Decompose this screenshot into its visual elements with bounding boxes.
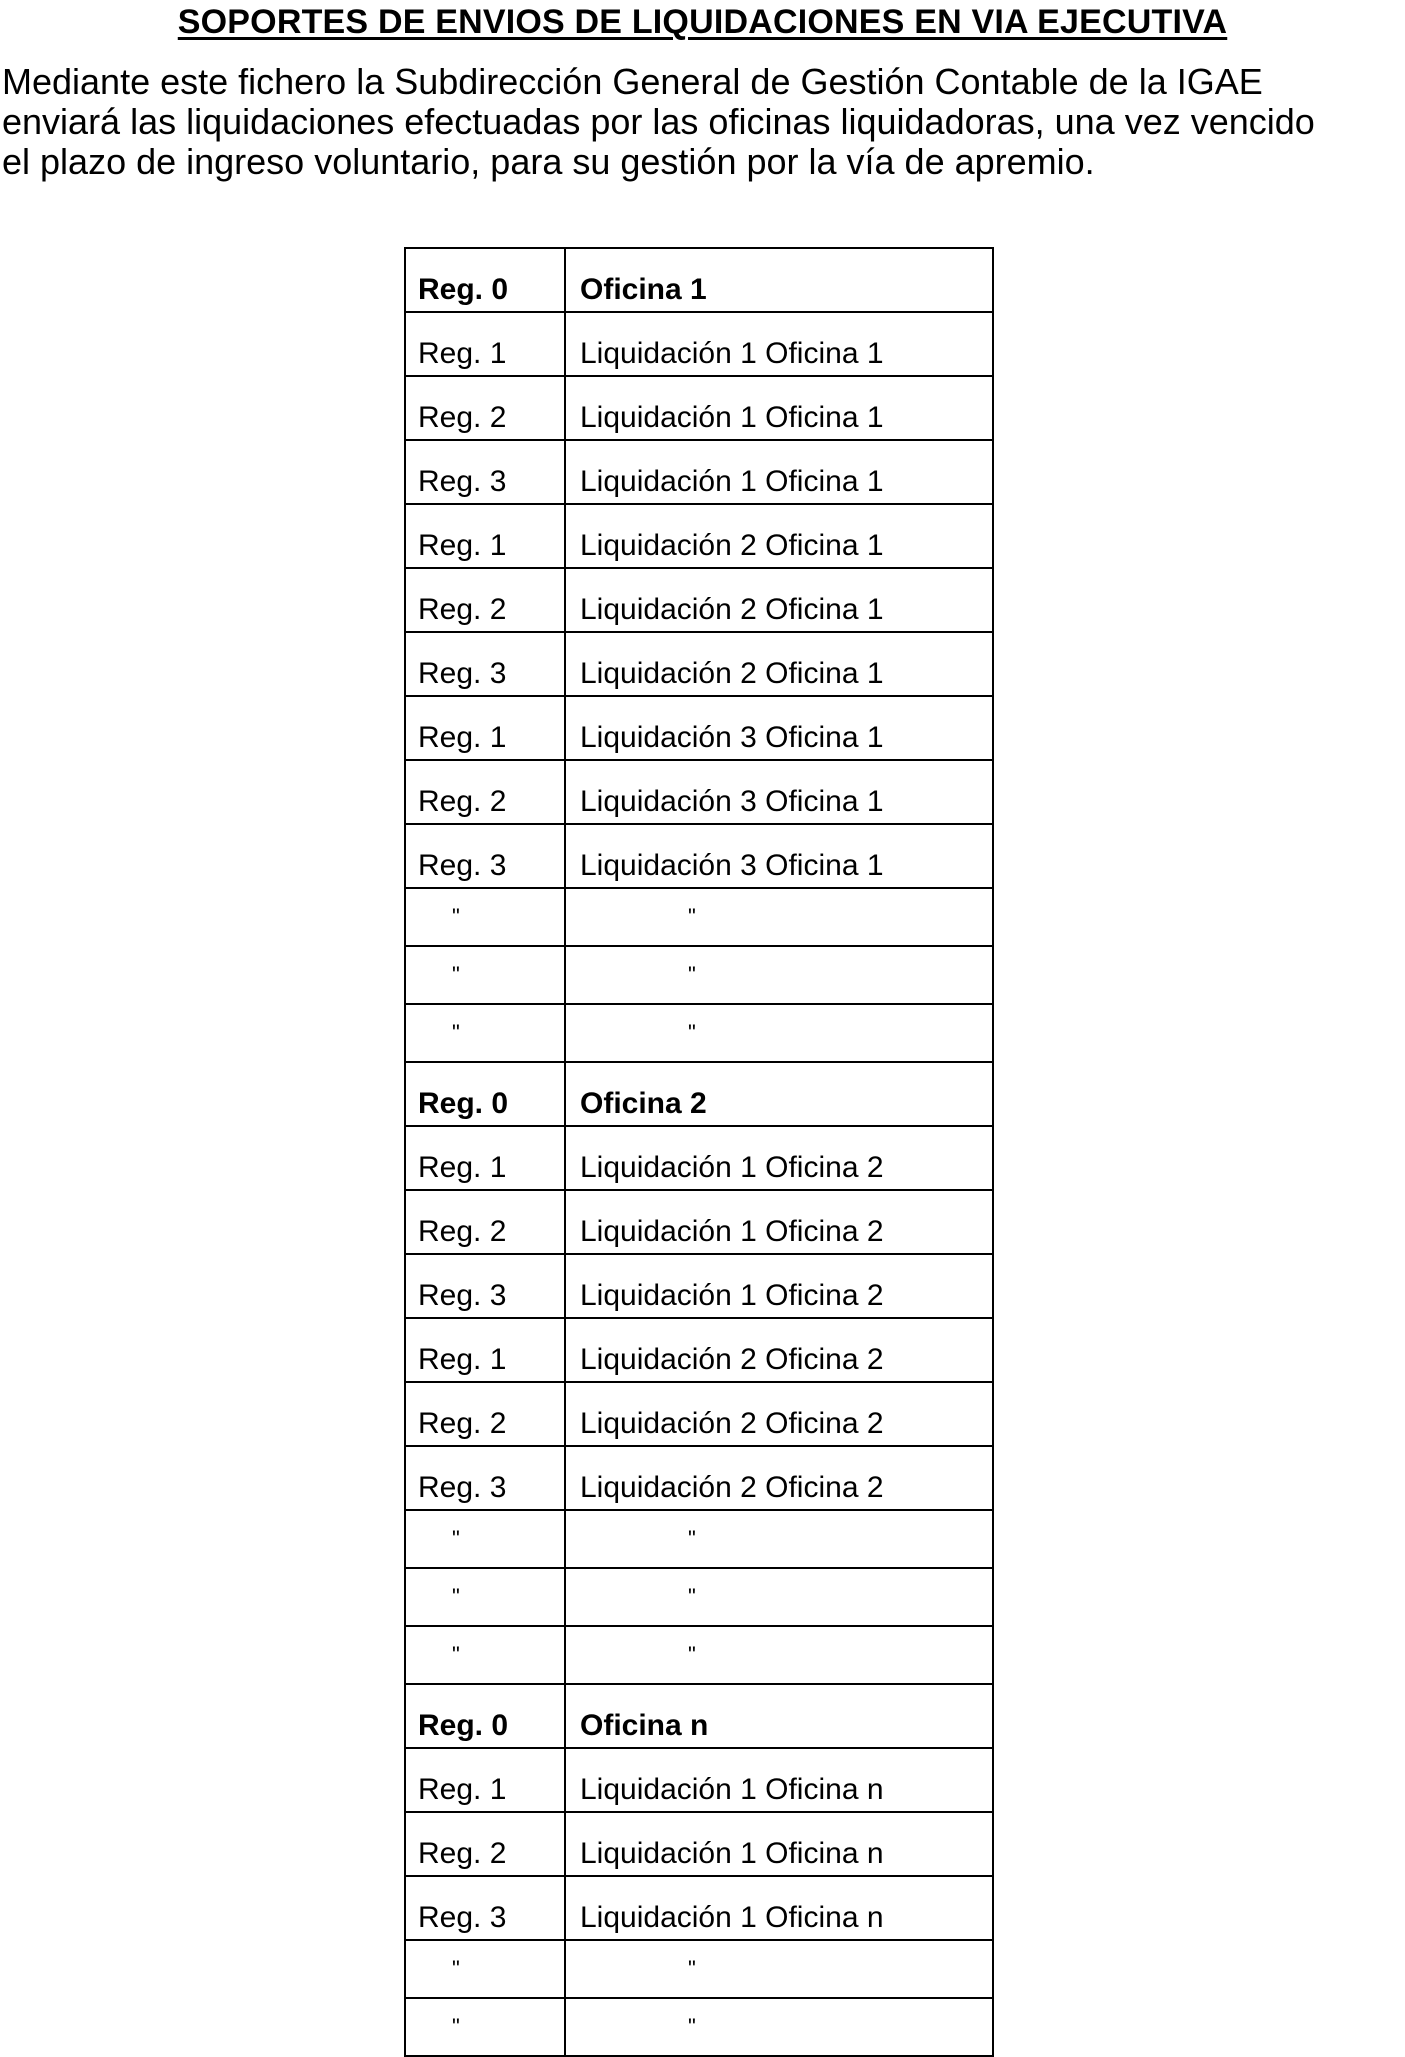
ditto-row [405,1998,993,2056]
record-type-cell: Reg. 0 [405,248,565,312]
record-type-cell: " [405,1940,565,1998]
record-description-cell: Liquidación 1 Oficina 2 [565,1126,993,1190]
record-description-cell: Oficina 1 [565,248,993,312]
record-description-cell: Liquidación 1 Oficina 1 [565,440,993,504]
record-description-cell: Liquidación 2 Oficina 2 [565,1446,993,1510]
table-row [405,1876,993,1940]
record-type-cell: Reg. 1 [405,1126,565,1190]
record-description-cell: " [565,1940,993,1998]
record-type-cell: Reg. 0 [405,1062,565,1126]
table-row [405,376,993,440]
record-description-cell: Oficina n [565,1684,993,1748]
record-description-cell: " [565,1568,993,1626]
record-description-cell: " [565,1998,993,2056]
record-type-cell: Reg. 1 [405,504,565,568]
record-type-cell: " [405,1568,565,1626]
record-type-cell: Reg. 2 [405,568,565,632]
record-type-cell: " [405,888,565,946]
ditto-row [405,1626,993,1684]
record-type-cell: Reg. 3 [405,440,565,504]
intro-line: el plazo de ingreso voluntario, para su gestión por la vía de apremio. [2,141,1095,182]
record-description-cell: Liquidación 2 Oficina 2 [565,1318,993,1382]
office-header-row [405,248,993,312]
intro-paragraph [2,62,1402,182]
records-table-body [405,248,993,2056]
record-type-cell: " [405,1626,565,1684]
record-type-cell: Reg. 2 [405,1382,565,1446]
table-row [405,1446,993,1510]
record-type-cell: Reg. 3 [405,1446,565,1510]
ditto-row [405,1510,993,1568]
table-row [405,824,993,888]
table-row [405,1254,993,1318]
table-row [405,504,993,568]
record-type-cell: Reg. 1 [405,1318,565,1382]
records-table [404,247,994,2057]
table-row [405,1126,993,1190]
table-row [405,696,993,760]
ditto-row [405,1568,993,1626]
record-description-cell: Liquidación 2 Oficina 2 [565,1382,993,1446]
record-description-cell: " [565,1004,993,1062]
table-row [405,1812,993,1876]
record-description-cell: Liquidación 1 Oficina 1 [565,312,993,376]
record-description-cell: Liquidación 1 Oficina n [565,1876,993,1940]
ditto-row [405,888,993,946]
record-type-cell: Reg. 3 [405,1254,565,1318]
record-type-cell: Reg. 3 [405,824,565,888]
table-row [405,1190,993,1254]
intro-line: enviará las liquidaciones efectuadas por las oficinas liquidadoras, una vez vencido [2,101,1315,142]
record-description-cell: " [565,888,993,946]
record-type-cell: " [405,1004,565,1062]
table-row [405,760,993,824]
record-type-cell: Reg. 3 [405,632,565,696]
table-row [405,1382,993,1446]
record-description-cell: Liquidación 3 Oficina 1 [565,696,993,760]
record-description-cell: Liquidación 1 Oficina 2 [565,1254,993,1318]
ditto-row [405,1940,993,1998]
office-header-row [405,1684,993,1748]
record-description-cell: Liquidación 3 Oficina 1 [565,824,993,888]
document-title: SOPORTES DE ENVIOS DE LIQUIDACIONES EN VIA EJECUTIVA [177,3,1228,41]
record-type-cell: Reg. 2 [405,1812,565,1876]
record-type-cell: " [405,946,565,1004]
record-description-cell: " [565,1626,993,1684]
record-type-cell: Reg. 1 [405,696,565,760]
record-description-cell: Liquidación 2 Oficina 1 [565,568,993,632]
record-description-cell: " [565,946,993,1004]
table-row [405,312,993,376]
record-type-cell: " [405,1510,565,1568]
table-row [405,1318,993,1382]
record-type-cell: Reg. 1 [405,312,565,376]
record-description-cell: Liquidación 1 Oficina 2 [565,1190,993,1254]
record-type-cell: Reg. 1 [405,1748,565,1812]
table-row [405,632,993,696]
record-description-cell: Liquidación 1 Oficina n [565,1748,993,1812]
record-type-cell: Reg. 2 [405,1190,565,1254]
record-type-cell: Reg. 2 [405,376,565,440]
table-row [405,568,993,632]
record-type-cell: Reg. 0 [405,1684,565,1748]
ditto-row [405,946,993,1004]
ditto-row [405,1004,993,1062]
record-description-cell: Liquidación 1 Oficina 1 [565,376,993,440]
record-description-cell: Liquidación 1 Oficina n [565,1812,993,1876]
record-description-cell: Liquidación 2 Oficina 1 [565,632,993,696]
record-description-cell: " [565,1510,993,1568]
office-header-row [405,1062,993,1126]
table-row [405,1748,993,1812]
record-description-cell: Liquidación 3 Oficina 1 [565,760,993,824]
record-description-cell: Oficina 2 [565,1062,993,1126]
table-row [405,440,993,504]
record-type-cell: Reg. 3 [405,1876,565,1940]
record-description-cell: Liquidación 2 Oficina 1 [565,504,993,568]
record-type-cell: Reg. 2 [405,760,565,824]
intro-line: Mediante este fichero la Subdirección General de Gestión Contable de la IGAE [2,61,1263,102]
record-type-cell: " [405,1998,565,2056]
